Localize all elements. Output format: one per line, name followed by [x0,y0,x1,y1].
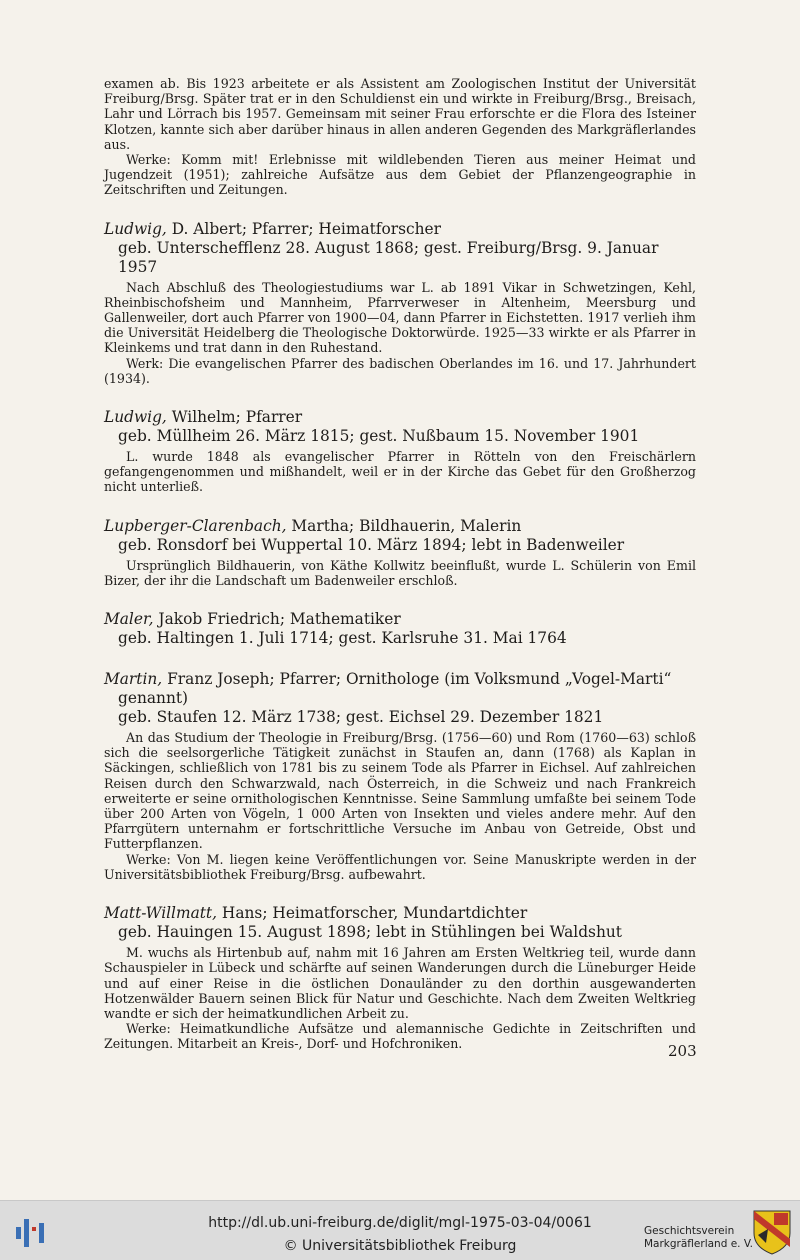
entry-dates: geb. Müllheim 26. März 1815; gest. Nußbaum 15. November 1901 [118,427,640,446]
entry-heading [104,610,696,629]
entry-name: Lupberger-Clarenbach, [104,516,287,535]
entry-ludwig-wilhelm [104,408,696,495]
society-name [644,1225,753,1251]
society-line-1: Geschichtsverein [644,1225,735,1237]
entry-name: Ludwig, [104,408,167,427]
entry-role: Wilhelm; Pfarrer [166,408,303,427]
entry-name: Matt-Willmatt, [104,904,218,923]
entry-name: Ludwig, [104,219,167,238]
entry-maler [104,610,696,648]
entry-matt-willmatt [104,904,696,1051]
entry-role: Hans; Heimatforscher, Mundartdichter [217,904,528,923]
page-number: 203 [668,1042,697,1060]
entry-heading [104,220,696,239]
entry-role: Franz Joseph; Pfarrer; Ornithologe (im Volksmund „Vogel-Marti“ [162,670,672,689]
entry-bio: Nach Abschluß des Theologiestudiums war L. ab 1891 Vikar in Schwetzingen, Kehl, Rheinbischofsheim und Mannheim, Pfarrverweser in Altenheim, Meersburg und Gallenweiler, dort auch Pfarrer von 1900—04, dann Pfarrer in Eichstetten. 1917 verlieh ihm die Universität Heidelberg die Theologische Doktorwürde. 1925—33 wirkte er als Pfarrer in Kleinkems und trat dann in den Ruhestand. [104,279,696,356]
entry-heading [104,904,696,923]
entry-dates: geb. Haltingen 1. Juli 1714; gest. Karlsruhe 31. Mai 1764 [118,629,567,648]
entry-bio: M. wuchs als Hirtenbub auf, nahm mit 16 Jahren am Ersten Weltkrieg teil, wurde dann Schauspieler in Lübeck und schärfte auf seinen Wanderungen durch die Lüneburger Heide und auf einer Reise in die östlichen Donauländer zu den dorthin ausgewanderten Hotzenwälder Bauern seinen Blick für Natur und Geschichte. Nach dem Zweiten Weltkrieg wandte er sich der heimatkundlichen Arbeit zu. [104,945,696,1021]
entry-name: Maler, [104,610,154,629]
entry-name: Martin, [104,670,163,689]
entry-bio: Ursprünglich Bildhauerin, von Käthe Kollwitz beeinflußt, wurde L. Schülerin von Emil Bizer, der ihr die Landschaft um Badenweiler erschloß. [104,557,696,588]
entry-dates: geb. Staufen 12. März 1738; gest. Eichsel 29. Dezember 1821 [118,708,604,727]
entry-heading [104,408,696,427]
entry-martin [104,670,696,882]
viewer-footer [0,1200,800,1260]
entry-heading [104,517,696,536]
footer-url[interactable]: http://dl.ub.uni-freiburg.de/diglit/mgl-1975-03-04/0061 [208,1215,592,1231]
entry-works: Werke: Heimatkundliche Aufsätze und alemannische Gedichte in Zeitschriften und Zeitungen. Mitarbeit an Kreis-, Dorf- und Hofchroniken. [104,1021,696,1052]
intro-works: Werke: Komm mit! Erlebnisse mit wildlebenden Tieren aus meiner Heimat und Jugendzeit (1951); zahlreiche Aufsätze aus dem Gebiet der Pflanzengeographie in Zeitschriften und Zeitungen. [104,152,696,198]
entry-lupberger-clarenbach [104,517,696,588]
society-line-2: Markgräflerland e. V. [644,1238,754,1250]
intro-paragraph: examen ab. Bis 1923 arbeitete er als Assistent am Zoologischen Institut der Universität Freiburg/Brsg. Später trat er in den Schuldienst ein und wirkte in Freiburg/Brsg., Breisach, Lahr und Lörrach bis 1957. Gemeinsam mit seiner Frau erforschte er die Flora des Isteiner Klotzen, kannte sich aber darüber hinaus in allen anderen Gegenden des Markgräflerlandes aus. [104,76,696,152]
entry-dates: geb. Hauingen 15. August 1898; lebt in Stühlingen bei Waldshut [118,923,622,942]
entry-bio: An das Studium der Theologie in Freiburg/Brsg. (1756—60) und Rom (1760—63) schloß sich die seelsorgerliche Tätigkeit zunächst in Staufen an, dann (1768) als Kaplan in Säckingen, schließlich von 1781 bis zu seinem Tode als Pfarrer in Eichsel. Auf zahlreichen Reisen durch den Schwarzwald, nach Österreich, in die Schweiz und nach Frankreich erweiterte er seine ornithologischen Kenntnisse. Seine Sammlung umfaßte bei seinem Tode über 200 Arten von Vögeln, 1 000 Arten von Insekten und vieles andere mehr. Auf den Pfarrgütern unternahm er fortschrittliche Versuche im Anbau von Getreide, Obst und Futterpflanzen. [104,730,696,852]
entry-heading-continuation: genannt) [118,689,189,708]
entry-role: Martha; Bildhauerin, Malerin [286,516,522,535]
entry-dates: geb. Unterschefflenz 28. August 1868; gest. Freiburg/Brsg. 9. Januar 1957 [118,238,659,276]
footer-copyright: © Universitätsbibliothek Freiburg [283,1238,517,1254]
entry-role: Jakob Friedrich; Mathematiker [153,610,401,629]
entry-role: D. Albert; Pfarrer; Heimatforscher [166,219,442,238]
entry-bio: L. wurde 1848 als evangelischer Pfarrer in Rötteln von den Freischärlern gefangengenommen und mißhandelt, weil er in der Kirche das Gebet für den Großherzog nicht unterließ. [104,449,696,495]
entry-heading [104,670,696,689]
entry-works: Werk: Die evangelischen Pfarrer des badischen Oberlandes im 16. und 17. Jahrhundert (1934). [104,355,696,386]
page-content [104,76,696,1052]
entry-works: Werke: Von M. liegen keine Veröffentlichungen vor. Seine Manuskripte werden in der Universitätsbibliothek Freiburg/Brsg. aufbewahrt. [104,851,696,882]
entry-dates: geb. Ronsdorf bei Wuppertal 10. März 1894; lebt in Badenweiler [118,535,625,554]
entry-ludwig-albert [104,220,696,386]
coat-of-arms-icon [752,1209,792,1255]
